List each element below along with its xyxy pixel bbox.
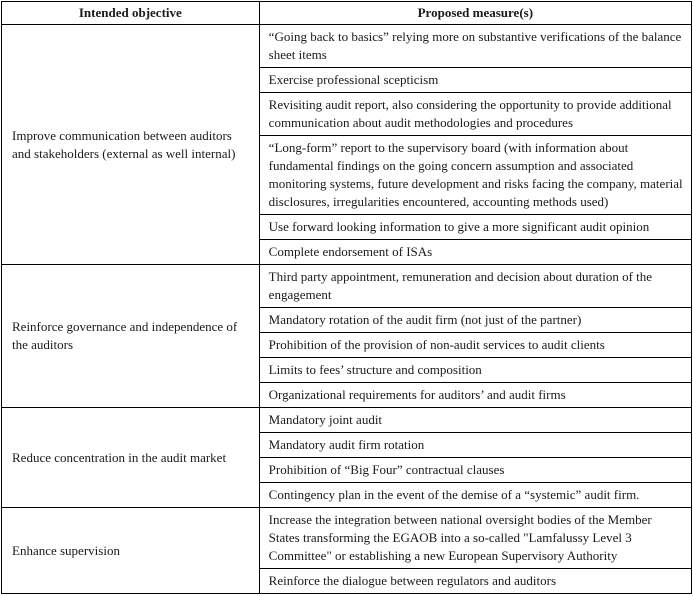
header-proposed-measures: Proposed measure(s) <box>259 2 691 25</box>
measure-cell: Mandatory joint audit <box>259 408 691 433</box>
objective-cell: Reinforce governance and independence of the auditors <box>2 265 260 408</box>
measure-cell: Contingency plan in the event of the demise of a “systemic” audit firm. <box>259 483 691 508</box>
measure-cell: Mandatory audit firm rotation <box>259 433 691 458</box>
table-row <box>2 508 692 569</box>
measure-cell: Third party appointment, remuneration and decision about duration of the engagement <box>259 265 691 308</box>
objective-cell: Enhance supervision <box>2 508 260 594</box>
table-row <box>2 408 692 433</box>
measure-cell: Complete endorsement of ISAs <box>259 240 691 265</box>
measure-cell: Prohibition of the provision of non-audit services to audit clients <box>259 333 691 358</box>
header-row <box>2 2 692 25</box>
measure-cell: Revisiting audit report, also considering the opportunity to provide additional communication about audit methodologies and procedures <box>259 93 691 136</box>
measure-cell: Prohibition of “Big Four” contractual clauses <box>259 458 691 483</box>
header-intended-objective: Intended objective <box>2 2 260 25</box>
measure-cell: Use forward looking information to give a more significant audit opinion <box>259 215 691 240</box>
measure-cell: Limits to fees’ structure and composition <box>259 358 691 383</box>
measure-cell: Exercise professional scepticism <box>259 68 691 93</box>
table-row <box>2 265 692 308</box>
objective-cell: Improve communication between auditors and stakeholders (external as well internal) <box>2 25 260 265</box>
measure-cell: “Long-form” report to the supervisory board (with information about fundamental findings on the going concern assumption and associated monitoring systems, future development and risks facing the company, material disclosures, irregularities encountered, accounting methods used) <box>259 136 691 215</box>
objective-cell: Reduce concentration in the audit market <box>2 408 260 508</box>
measure-cell: Reinforce the dialogue between regulators and auditors <box>259 569 691 594</box>
table-row <box>2 25 692 68</box>
measure-cell: Mandatory rotation of the audit firm (not just of the partner) <box>259 308 691 333</box>
objectives-measures-table <box>1 1 692 594</box>
measure-cell: “Going back to basics” relying more on substantive verifications of the balance sheet items <box>259 25 691 68</box>
measure-cell: Organizational requirements for auditors’ and audit firms <box>259 383 691 408</box>
measure-cell: Increase the integration between national oversight bodies of the Member States transforming the EGAOB into a so-called "Lamfalussy Level 3 Committee" or establishing a new European Supervisory Authority <box>259 508 691 569</box>
